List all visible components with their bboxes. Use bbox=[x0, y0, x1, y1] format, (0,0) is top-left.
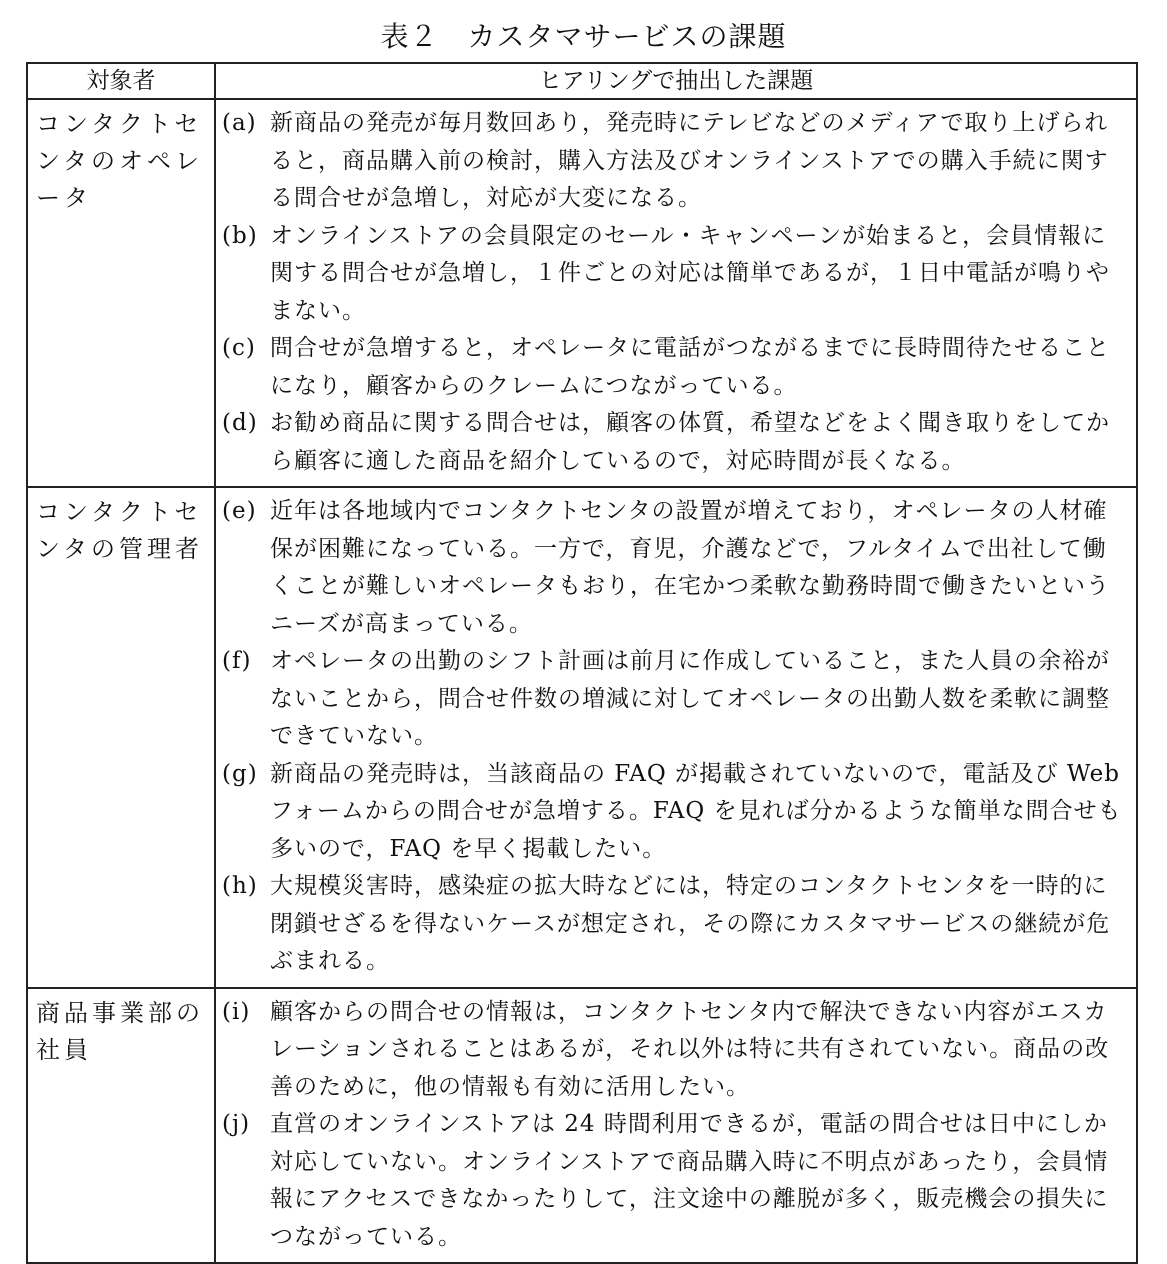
issue-key: (f) bbox=[222, 648, 252, 674]
issue-a bbox=[222, 105, 1130, 218]
issue-key: (b) bbox=[222, 222, 258, 249]
issue-text: 直営のオンラインストアは 24 時間利用できるが，電話の問合せは日中にしか対応していない。オンラインストアで商品購入時に不明点があったり，会員情報にアクセスできなかったりして，注文途中の離脱が多く，販売機会の損失につながっている。 bbox=[270, 1111, 1109, 1250]
table-header-row bbox=[27, 63, 1137, 99]
issue-d bbox=[222, 405, 1130, 480]
issue-key: (d) bbox=[222, 410, 258, 436]
issue-text: 新商品の発売が毎月数回あり，発売時にテレビなどのメディアで取り上げられると，商品購入前の検討，購入方法及びオンラインストアでの購入手続に関する問合せが急増し，対応が大変になる。 bbox=[270, 110, 1109, 211]
issue-text: 新商品の発売時は，当該商品の FAQ が掲載されていないので，電話及び Web フォームからの問合せが急増する。FAQ を見れば分かるような簡単な問合せも多いので，FAQ を早く掲載したい。 bbox=[270, 760, 1122, 862]
issue-text: 大規模災害時，感染症の拡大時などには，特定のコンタクトセンタを一時的に閉鎖せざるを得ないケースが想定され，その際にカスタマサービスの継続が危ぶまれる。 bbox=[270, 873, 1111, 974]
issue-key: (g) bbox=[222, 760, 258, 787]
issue-text: 顧客からの問合せの情報は，コンタクトセンタ内で解決できない内容がエスカレーションされることはあるが，それ以外は特に共有されていない。商品の改善のために，他の情報も有効に活用したい。 bbox=[270, 998, 1110, 1100]
issue-text: オペレータの出勤のシフト計画は前月に作成していること，また人員の余裕がないことから，問合せ件数の増減に対してオペレータの出勤人数を柔軟に調整できていない。 bbox=[270, 648, 1110, 749]
issue-c bbox=[222, 330, 1130, 405]
issue-i bbox=[222, 994, 1130, 1107]
issue-g bbox=[222, 756, 1130, 869]
issue-text: 問合せが急増すると，オペレータに電話がつながるまでに長時間待たせることになり，顧客からのクレームにつながっている。 bbox=[270, 335, 1110, 399]
issue-key: (e) bbox=[222, 498, 257, 524]
issue-text: オンラインストアの会員限定のセール・キャンペーンが始まると，会員情報に関する問合せが急増し，１件ごとの対応は簡単であるが，１日中電話が鳴りやまない。 bbox=[270, 222, 1110, 324]
target-operator: コンタクトセンタのオペレータ bbox=[27, 99, 215, 487]
header-target: 対象者 bbox=[27, 63, 215, 99]
issue-text: 近年は各地域内でコンタクトセンタの設置が増えており，オペレータの人材確保が困難になっている。一方で，育児，介護などで，フルタイムで出社して働くことが難しいオペレータもおり，在宅かつ柔軟な勤務時間で働きたいというニーズが高まっている。 bbox=[270, 498, 1110, 637]
table-row bbox=[27, 988, 1137, 1264]
issue-key: (j) bbox=[222, 1111, 251, 1137]
table-title: 表２ カスタマサービスの課題 bbox=[380, 20, 787, 53]
issue-key: (i) bbox=[222, 998, 251, 1025]
issues-table bbox=[26, 62, 1138, 1264]
issue-key: (c) bbox=[222, 335, 256, 361]
issue-key: (h) bbox=[222, 873, 258, 899]
issues-manager bbox=[215, 487, 1137, 988]
target-manager: コンタクトセンタの管理者 bbox=[27, 487, 215, 988]
issue-key: (a) bbox=[222, 110, 257, 136]
issue-j bbox=[222, 1106, 1130, 1256]
header-issues: ヒアリングで抽出した課題 bbox=[215, 63, 1137, 99]
issues-product-division bbox=[215, 988, 1137, 1264]
issue-e bbox=[222, 493, 1130, 643]
table-row bbox=[27, 487, 1137, 988]
issue-b bbox=[222, 218, 1130, 331]
issues-operator bbox=[215, 99, 1137, 487]
target-product-division: 商品事業部の社員 bbox=[27, 988, 215, 1264]
table-row bbox=[27, 99, 1137, 487]
issue-text: お勧め商品に関する問合せは，顧客の体質，希望などをよく聞き取りをしてから顧客に適した商品を紹介しているので，対応時間が長くなる。 bbox=[270, 410, 1110, 474]
issue-h bbox=[222, 868, 1130, 981]
issue-f bbox=[222, 643, 1130, 756]
